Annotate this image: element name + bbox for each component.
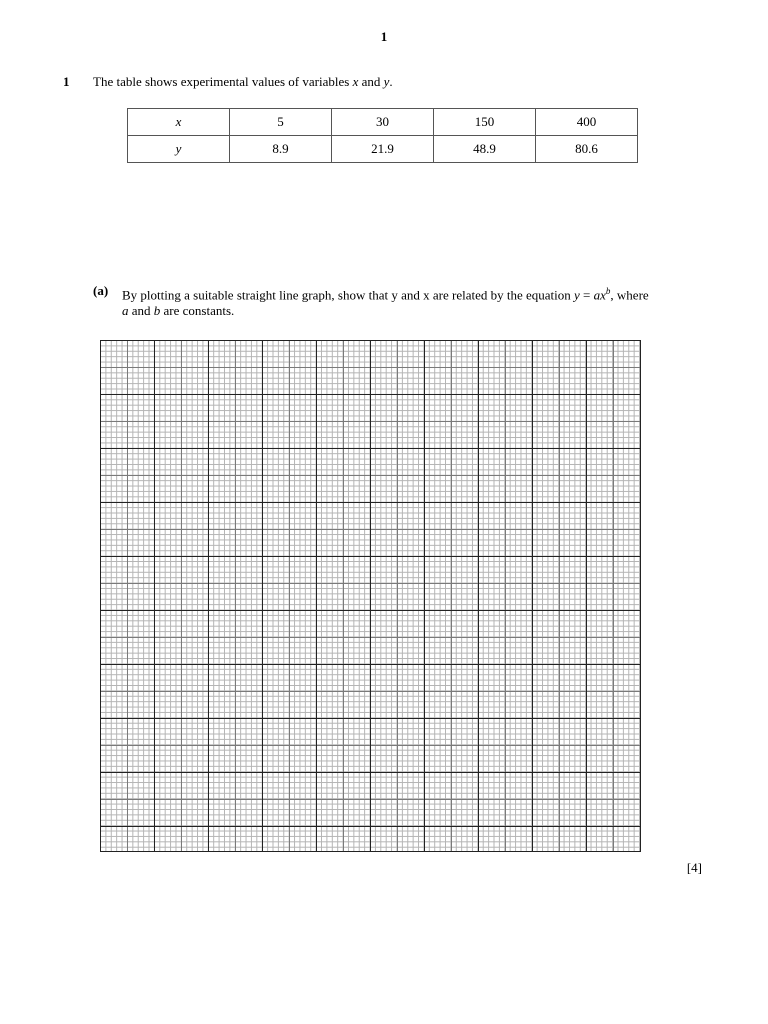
equation-lhs: y (574, 287, 580, 303)
part-a-text-2: , where (610, 287, 649, 303)
equation-exponent-b: b (605, 286, 611, 296)
part-a (93, 283, 708, 319)
graph-paper[interactable] (100, 340, 641, 852)
equation-a: a (593, 287, 601, 303)
part-a-label: (a) (93, 283, 109, 298)
part-a-text-1: By plotting a suitable straight line graph, show that y and x are related by the equation (122, 287, 574, 303)
equation-x: x (600, 287, 606, 303)
table-cell: 21.9 (332, 136, 434, 163)
equation-op: = (579, 287, 594, 303)
marks-allocation: [4] (686, 860, 702, 875)
table-row (128, 136, 638, 163)
var-y: y (383, 74, 390, 89)
intro-text: The table shows experimental values of variables (93, 74, 353, 89)
part-a-text-3: and (128, 303, 154, 319)
table-cell: 8.9 (230, 136, 332, 163)
table-cell: 5 (230, 109, 332, 136)
part-a-text (122, 283, 708, 319)
table-cell: 80.6 (536, 136, 638, 163)
intro-and: and (358, 74, 384, 89)
constant-b: b (153, 303, 161, 319)
question-intro (93, 74, 393, 90)
constant-a: a (122, 303, 129, 319)
part-a-text-4: are constants. (160, 303, 235, 319)
table-row-label: y (128, 136, 230, 163)
question-number: 1 (63, 74, 70, 89)
var-x: x (352, 74, 359, 89)
intro-end: . (389, 74, 393, 89)
table-row-label: x (128, 109, 230, 136)
table-cell: 48.9 (434, 136, 536, 163)
data-table (127, 108, 638, 163)
table-cell: 400 (536, 109, 638, 136)
page-number: 1 (380, 29, 388, 44)
table-cell: 30 (332, 109, 434, 136)
table-cell: 150 (434, 109, 536, 136)
table-row (128, 109, 638, 136)
